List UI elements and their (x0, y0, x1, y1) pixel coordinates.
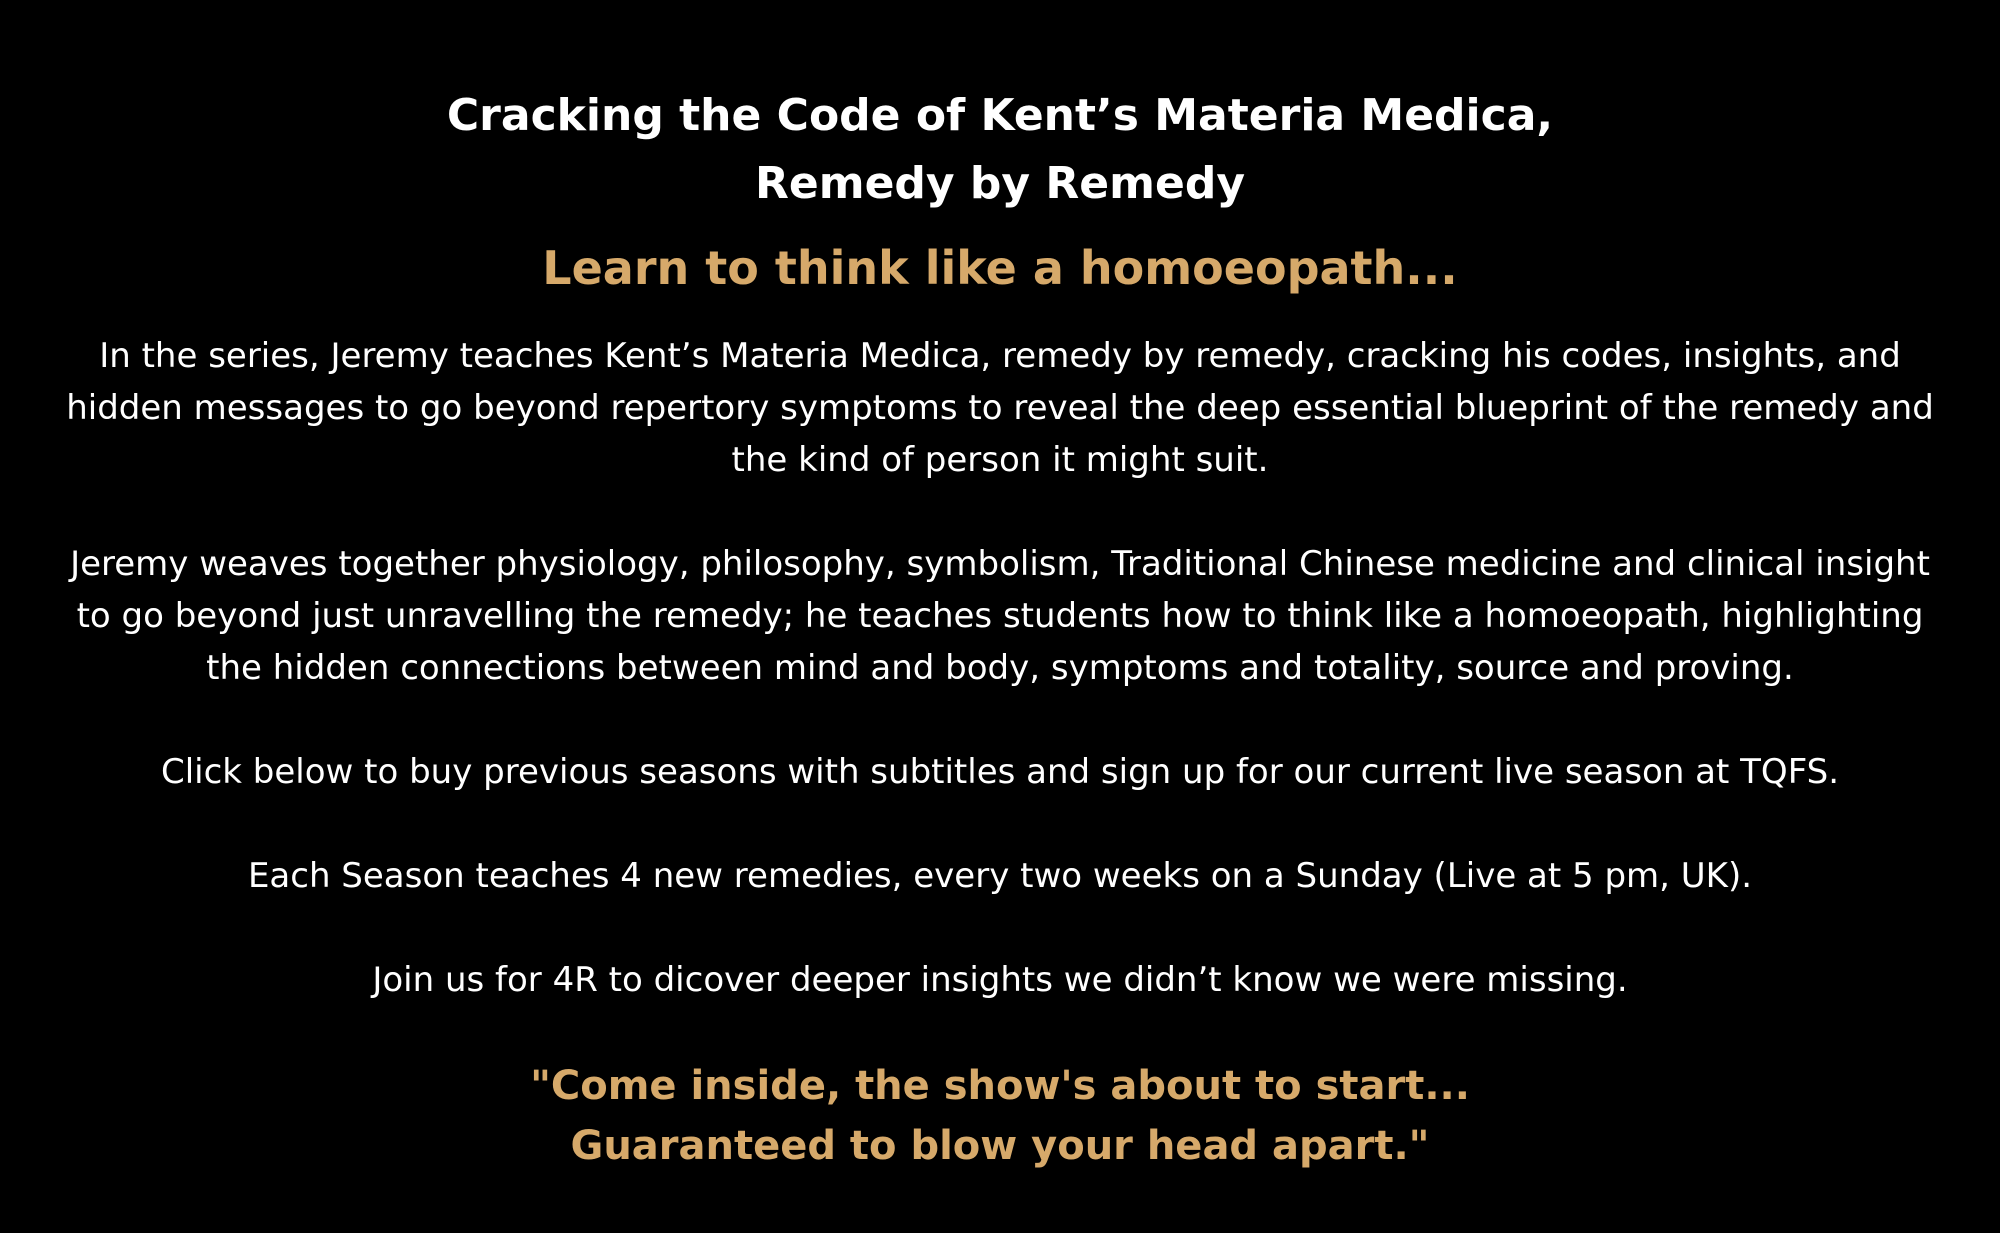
title-line-2: Remedy by Remedy (755, 158, 1245, 209)
page-title (0, 82, 2000, 218)
title-line-1: Cracking the Code of Kent’s Materia Medica, (446, 90, 1554, 141)
quote-line-2: Guaranteed to blow your head apart." (570, 1123, 1430, 1169)
description-paragraph-3: Click below to buy previous seasons with subtitles and sign up for our current live season at TQFS. (160, 752, 1840, 792)
description-paragraph-1: In the series, Jeremy teaches Kent’s Materia Medica, remedy by remedy, cracking his codes, insights, and hidden messages to go beyond repertory symptoms to reveal the deep essential blueprint of the remedy and the kind of person it might suit. (66, 336, 1934, 480)
quote-line-1: "Come inside, the show's about to start... (530, 1063, 1470, 1109)
closing-quote (0, 1056, 2000, 1176)
tagline: Learn to think like a homoeopath... (542, 241, 1458, 295)
description-paragraph-5: Join us for 4R to dicover deeper insights we didn’t know we were missing. (372, 960, 1628, 1000)
description-paragraph-2: Jeremy weaves together physiology, philosophy, symbolism, Traditional Chinese medicine and clinical insight to go beyond just unravelling the remedy; he teaches students how to think like a homoeopath, highlighting the hidden connections between mind and body, symptoms and totality, source and proving. (70, 544, 1930, 688)
description-paragraph-4: Each Season teaches 4 new remedies, every two weeks on a Sunday (Live at 5 pm, UK). (247, 856, 1753, 896)
